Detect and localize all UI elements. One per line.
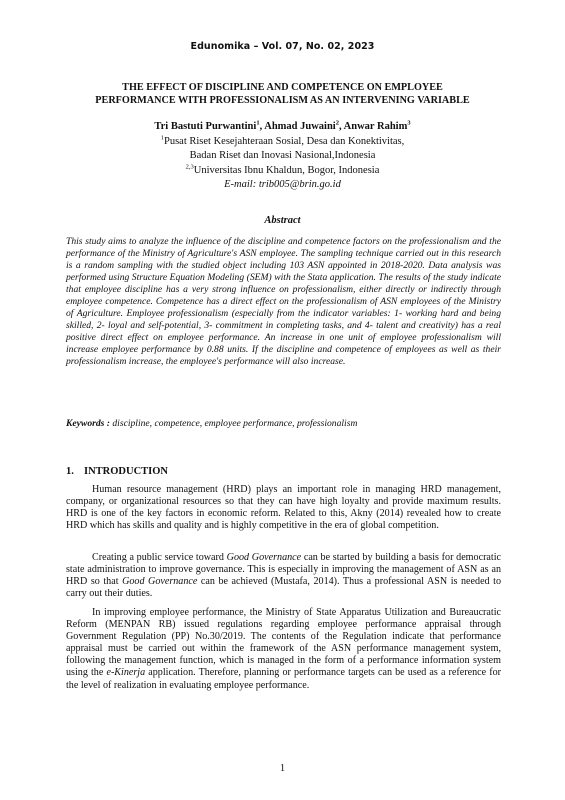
section-heading-introduction (66, 466, 168, 477)
body-paragraph (66, 484, 501, 532)
paragraph-text: Creating a public service toward (92, 552, 227, 563)
abstract-heading: Abstract (264, 215, 301, 226)
body-paragraph (66, 607, 501, 692)
author-affiliation-mark: 1 (256, 119, 260, 127)
section-number: 1. (66, 466, 74, 477)
page-number: 1 (279, 763, 286, 774)
author-affiliation-mark: 2 (335, 119, 339, 127)
author-list (60, 120, 505, 133)
paragraph-text: can be achieved (Mustafa, 2014). Thus a professional ASN is needed to carry out their duties. (66, 576, 501, 600)
author-name: Tri Bastuti Purwantini (154, 121, 257, 132)
paragraph-text: Human resource management (HRD) plays an important role in managing HRD management, company, or organizational resources so that they can have high loyalty and provide maximum results. HRD is one of the key factors in economic reform. Related to this, Akny (2014) revealed how to create HRD which has skills and quality and is highly competitive in the era of global competition. (66, 484, 501, 532)
emphasis-term: Good Governance (226, 552, 302, 563)
abstract-text: This study aims to analyze the influence of the discipline and competence factors on the professionalism and the performance of the Ministry of Agriculture's ASN employee. The sampling technique carried out in this research is a random sampling with the studied object including 103 ASN appointed in 2018-2020. Data analysis was performed using Structure Equation Modeling (SEM) with the Stata application. The results of the study indicate that employee discipline has a very strong influence on professionalism, either directly or indirectly through employee competence. Competence has a direct effect on the professionalism of ASN employees of the Ministry of Agriculture. Employee professionalism (especially from the indicator variables: 1- working hard and being skilled, 2- loyal and self-potential, 3- commitment in completing tasks, and 4- talent and creativity) has a real positive direct effect on employee performance. An increase in one unit of employee professionalism will increase employee performance by 0.88 units. If the discipline and competence of employees as well as their professionalism increase, the employee's performance will also increase. (66, 236, 501, 367)
affiliation-mark: 1 (160, 134, 164, 142)
affiliation-1-continued: Badan Riset dan Inovasi Nasional,Indonesia (189, 150, 376, 161)
title-line: PERFORMANCE WITH PROFESSIONALISM AS AN INTERVENING VARIABLE (95, 95, 470, 106)
paper-title (60, 81, 505, 107)
affiliation-1 (60, 135, 505, 148)
affiliation-text: Pusat Riset Kesejahteraan Sosial, Desa dan Konektivitas, (163, 136, 405, 147)
author-separator: , (338, 121, 344, 132)
author-name: Anwar Rahim (343, 121, 408, 132)
contact-email: E-mail: trib005@brin.go.id (224, 179, 341, 190)
author-name: Ahmad Juwaini (264, 121, 336, 132)
affiliation-text: Universitas Ibnu Khaldun, Bogor, Indonesia (193, 165, 380, 176)
title-line: THE EFFECT OF DISCIPLINE AND COMPETENCE ON EMPLOYEE (122, 82, 443, 93)
author-separator: , (259, 121, 265, 132)
paragraph-text: can be started by building a basis for democratic state administration to improve governance. This is especially in improving the management of ASN as an HRD so that (66, 552, 501, 588)
paragraph-text: application. Therefore, planning or performance targets can be used as a reference for the level of realization in evaluating employee performance. (66, 667, 501, 691)
affiliation-2 (60, 164, 505, 177)
body-paragraph (66, 552, 501, 600)
journal-running-head: Edunomika – Vol. 07, No. 02, 2023 (190, 41, 375, 52)
keywords (66, 418, 501, 429)
author-affiliation-mark: 3 (407, 119, 411, 127)
keywords-label: Keywords : (66, 418, 110, 429)
keywords-list: discipline, competence, employee performance, professionalism (109, 418, 358, 429)
section-title: INTRODUCTION (84, 466, 169, 477)
emphasis-term: e-Kinerja (106, 667, 146, 679)
paragraph-text: In improving employee performance, the Ministry of State Apparatus Utilization and Bureaucratic Reform (MENPAN RB) issued regulations regarding employee performance appraisal through Government Regulation (PP) No.30/2019. The contents of the Regulation indicate that performance appraisal must be carried out within the framework of the ASN performance management system, following the management function, which is managed in the form of a performance information system using the (66, 607, 501, 679)
affiliation-mark: 2,3 (185, 163, 194, 171)
emphasis-term: Good Governance (122, 576, 198, 588)
